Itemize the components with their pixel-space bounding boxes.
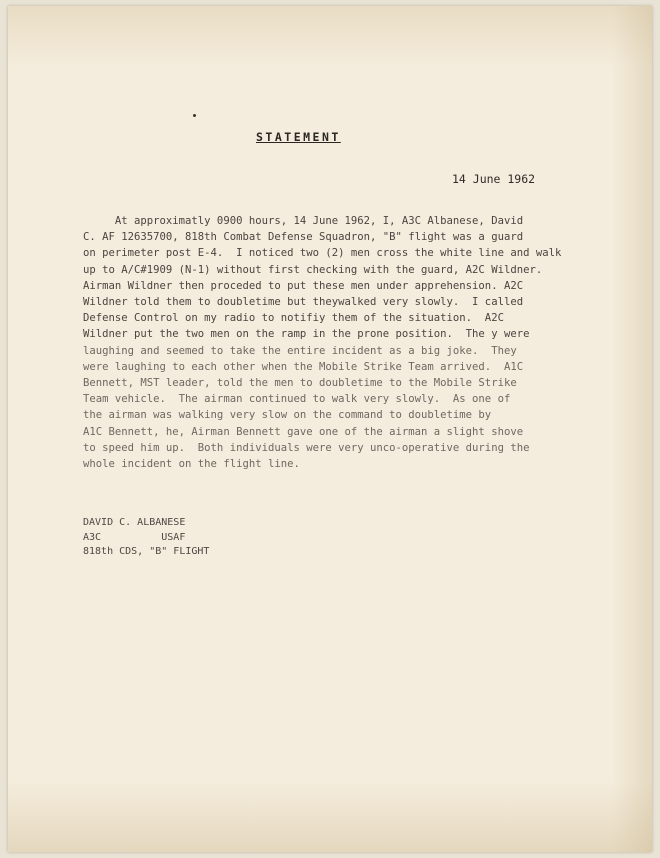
signature-unit: 818th CDS, "B" FLIGHT [83, 546, 210, 557]
ink-dot [193, 114, 196, 117]
body-line: Wildner told them to doubletime but theywalked very slowly. I called [83, 296, 524, 309]
body-line: A1C Bennett, he, Airman Bennett gave one of the airman a slight shove [83, 425, 524, 438]
paper-stain [8, 782, 652, 852]
body-line: C. AF 12635700, 818th Combat Defense Squadron, "B" flight was a guard [83, 231, 524, 244]
document-date: 14 June 1962 [452, 172, 536, 186]
body-line: whole incident on the flight line. [83, 458, 300, 471]
signature-block [83, 516, 209, 560]
body-line: Team vehicle. The airman continued to walk very slowly. As one of [83, 393, 511, 406]
body-line: were laughing to each other when the Mobile Strike Team arrived. A1C [83, 360, 524, 373]
body-line: laughing and seemed to take the entire incident as a big joke. They [83, 344, 517, 357]
body-line: up to A/C#1909 (N-1) without first checking with the guard, A2C Wildner. [83, 263, 543, 276]
document-page [8, 6, 652, 852]
paper-stain [8, 6, 652, 66]
body-line: to speed him up. Both individuals were very unco-operative during the [83, 441, 530, 454]
statement-body [83, 213, 583, 472]
body-line: on perimeter post E-4. I noticed two (2) men cross the white line and walk [83, 247, 562, 260]
signature-rank: A3C USAF [83, 531, 186, 543]
paper-stain [612, 6, 652, 852]
signature-name: DAVID C. ALBANESE [83, 517, 186, 528]
document-title: STATEMENT [256, 130, 341, 144]
body-line: Defense Control on my radio to notifiy them of the situation. A2C [83, 312, 504, 325]
body-line: Wildner put the two men on the ramp in the prone position. The y were [83, 328, 530, 341]
body-line: Airman Wildner then proceded to put these men under apprehension. A2C [83, 279, 524, 292]
body-line: At approximatly 0900 hours, 14 June 1962, I, A3C Albanese, David [83, 215, 524, 227]
body-line: the airman was walking very slow on the command to doubletime by [83, 409, 492, 422]
body-line: Bennett, MST leader, told the men to doubletime to the Mobile Strike [83, 377, 517, 390]
